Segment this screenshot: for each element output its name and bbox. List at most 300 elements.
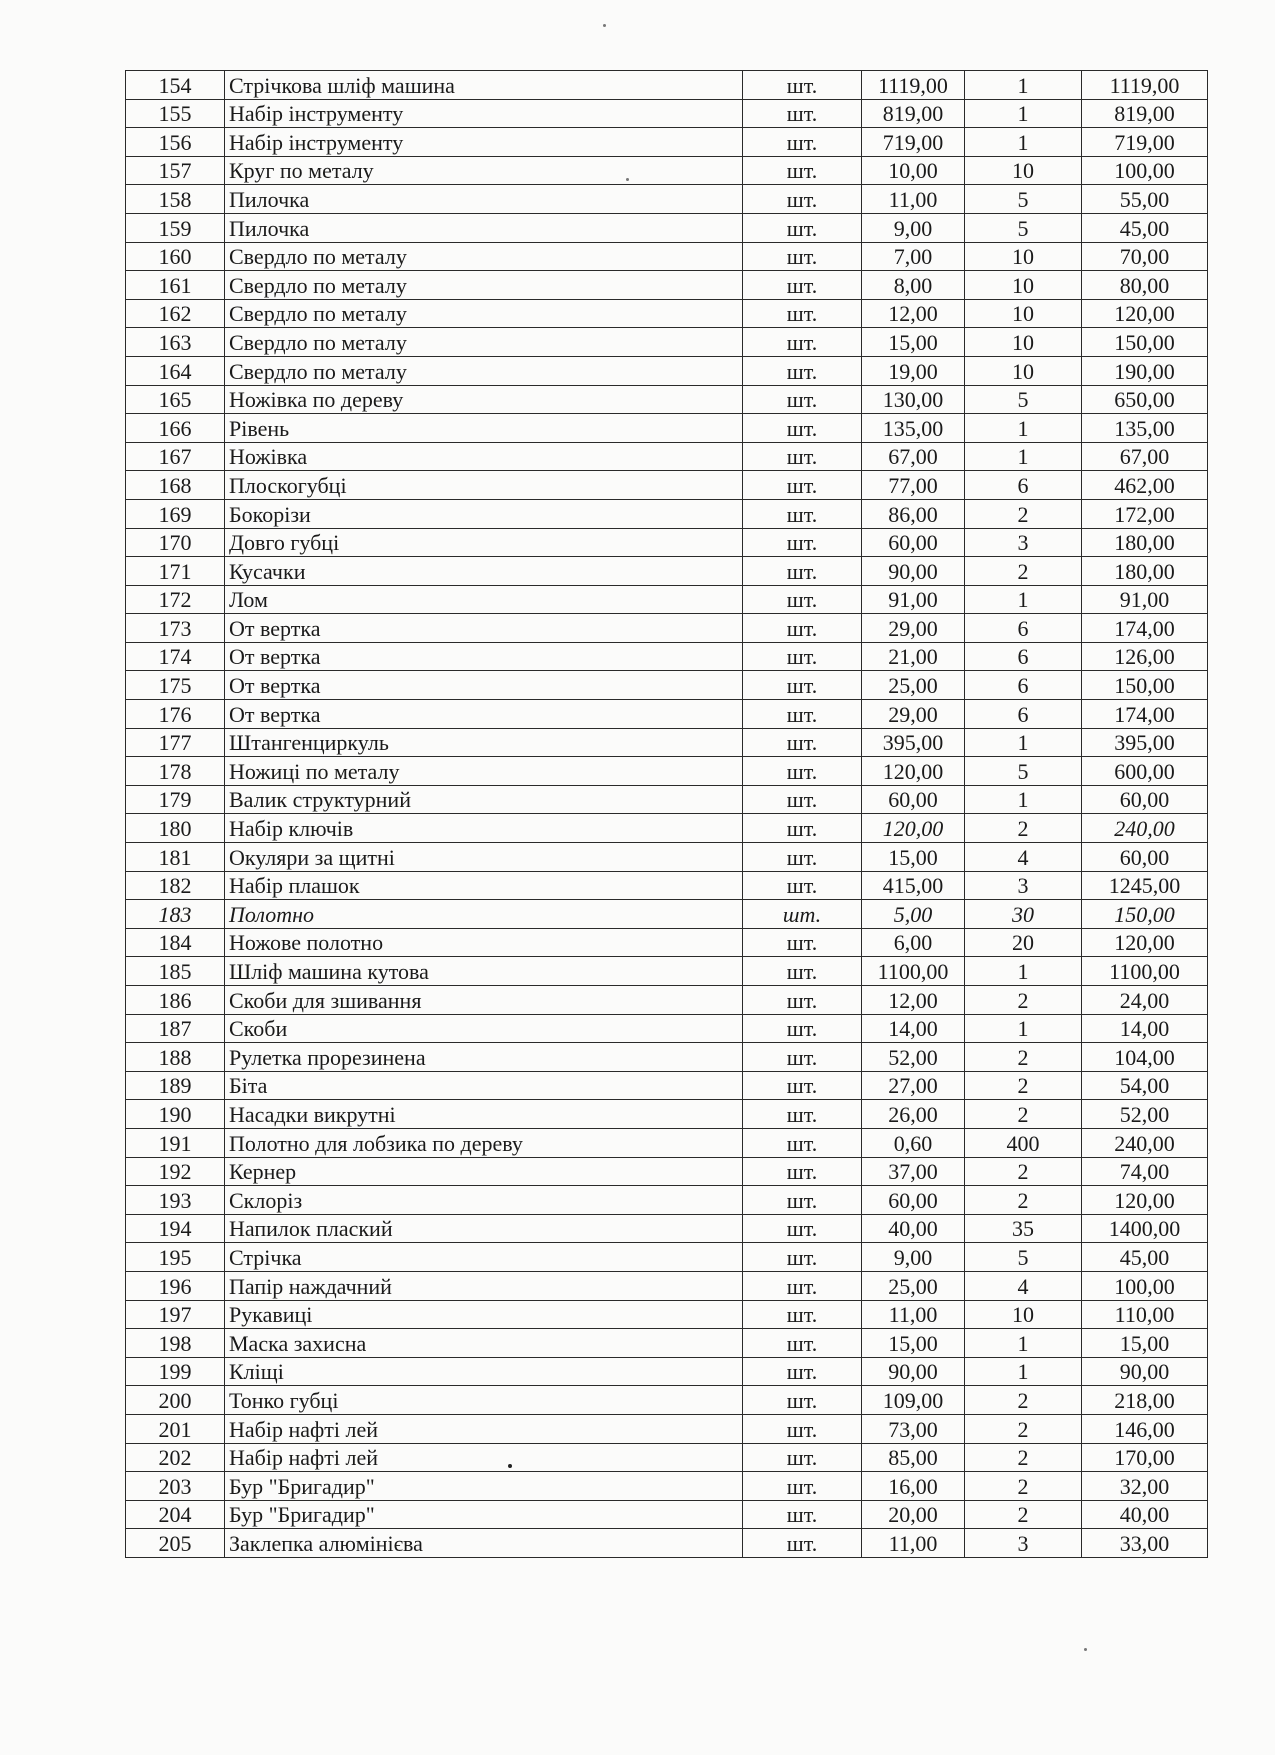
unit-cell: шт. (743, 1271, 862, 1300)
item-name-cell: Рівень (225, 414, 743, 443)
item-name-cell: Свердло по металу (225, 299, 743, 328)
price-cell: 21,00 (862, 642, 965, 671)
table-row (126, 814, 1208, 843)
unit-cell: шт. (743, 871, 862, 900)
item-name-cell: Пилочка (225, 213, 743, 242)
item-name-cell: Скоби для зшивання (225, 986, 743, 1015)
unit-cell: шт. (743, 499, 862, 528)
unit-cell: шт. (743, 1214, 862, 1243)
table-row (126, 242, 1208, 271)
price-cell: 395,00 (862, 728, 965, 757)
unit-cell: шт. (743, 442, 862, 471)
scan-speck (603, 24, 606, 27)
table-row (126, 1100, 1208, 1129)
quantity-cell: 10 (965, 242, 1082, 271)
total-cell: 24,00 (1082, 986, 1208, 1015)
unit-cell: шт. (743, 1128, 862, 1157)
table-row (126, 900, 1208, 929)
price-cell: 86,00 (862, 499, 965, 528)
table-row (126, 1500, 1208, 1529)
price-cell: 415,00 (862, 871, 965, 900)
price-cell: 20,00 (862, 1500, 965, 1529)
quantity-cell: 5 (965, 385, 1082, 414)
unit-cell: шт. (743, 1300, 862, 1329)
item-name-cell: Кернер (225, 1157, 743, 1186)
total-cell: 60,00 (1082, 843, 1208, 872)
price-cell: 25,00 (862, 1271, 965, 1300)
table-row (126, 1386, 1208, 1415)
item-name-cell: Ножове полотно (225, 928, 743, 957)
row-number-cell: 186 (126, 986, 225, 1015)
total-cell: 100,00 (1082, 156, 1208, 185)
quantity-cell: 2 (965, 1414, 1082, 1443)
quantity-cell: 2 (965, 986, 1082, 1015)
item-name-cell: Свердло по металу (225, 328, 743, 357)
row-number-cell: 160 (126, 242, 225, 271)
price-cell: 12,00 (862, 299, 965, 328)
price-cell: 130,00 (862, 385, 965, 414)
table-row (126, 728, 1208, 757)
row-number-cell: 155 (126, 99, 225, 128)
item-name-cell: Біта (225, 1071, 743, 1100)
quantity-cell: 2 (965, 499, 1082, 528)
price-cell: 60,00 (862, 785, 965, 814)
quantity-cell: 3 (965, 871, 1082, 900)
price-cell: 0,60 (862, 1128, 965, 1157)
table-row (126, 328, 1208, 357)
table-row (126, 1157, 1208, 1186)
item-name-cell: От вертка (225, 642, 743, 671)
unit-cell: шт. (743, 585, 862, 614)
price-cell: 15,00 (862, 843, 965, 872)
item-name-cell: Рулетка прорезинена (225, 1043, 743, 1072)
price-cell: 91,00 (862, 585, 965, 614)
unit-cell: шт. (743, 1071, 862, 1100)
quantity-cell: 4 (965, 843, 1082, 872)
row-number-cell: 161 (126, 271, 225, 300)
row-number-cell: 177 (126, 728, 225, 757)
table-row (126, 385, 1208, 414)
item-name-cell: Свердло по металу (225, 356, 743, 385)
quantity-cell: 1 (965, 1014, 1082, 1043)
row-number-cell: 187 (126, 1014, 225, 1043)
table-row (126, 700, 1208, 729)
quantity-cell: 1 (965, 128, 1082, 157)
quantity-cell: 4 (965, 1271, 1082, 1300)
table-row (126, 442, 1208, 471)
item-name-cell: Полотно для лобзика по дереву (225, 1128, 743, 1157)
item-name-cell: Окуляри за щитні (225, 843, 743, 872)
table-row (126, 757, 1208, 786)
unit-cell: шт. (743, 1472, 862, 1501)
price-cell: 6,00 (862, 928, 965, 957)
unit-cell: шт. (743, 928, 862, 957)
table-row (126, 1443, 1208, 1472)
total-cell: 150,00 (1082, 328, 1208, 357)
unit-cell: шт. (743, 814, 862, 843)
table-row (126, 585, 1208, 614)
total-cell: 1119,00 (1082, 71, 1208, 100)
table-row (126, 528, 1208, 557)
price-cell: 5,00 (862, 900, 965, 929)
item-name-cell: Свердло по металу (225, 271, 743, 300)
unit-cell: шт. (743, 900, 862, 929)
row-number-cell: 159 (126, 213, 225, 242)
total-cell: 395,00 (1082, 728, 1208, 757)
unit-cell: шт. (743, 1157, 862, 1186)
table-row (126, 1186, 1208, 1215)
total-cell: 600,00 (1082, 757, 1208, 786)
quantity-cell: 2 (965, 1100, 1082, 1129)
table-row (126, 71, 1208, 100)
row-number-cell: 168 (126, 471, 225, 500)
row-number-cell: 171 (126, 557, 225, 586)
unit-cell: шт. (743, 957, 862, 986)
row-number-cell: 196 (126, 1271, 225, 1300)
table-row (126, 843, 1208, 872)
row-number-cell: 174 (126, 642, 225, 671)
quantity-cell: 1 (965, 442, 1082, 471)
item-name-cell: Папір наждачний (225, 1271, 743, 1300)
row-number-cell: 204 (126, 1500, 225, 1529)
item-name-cell: Полотно (225, 900, 743, 929)
item-name-cell: От вертка (225, 700, 743, 729)
price-cell: 52,00 (862, 1043, 965, 1072)
unit-cell: шт. (743, 671, 862, 700)
total-cell: 174,00 (1082, 614, 1208, 643)
quantity-cell: 3 (965, 528, 1082, 557)
price-cell: 90,00 (862, 557, 965, 586)
unit-cell: шт. (743, 385, 862, 414)
quantity-cell: 1 (965, 957, 1082, 986)
table-row (126, 156, 1208, 185)
table-row (126, 671, 1208, 700)
total-cell: 32,00 (1082, 1472, 1208, 1501)
price-cell: 120,00 (862, 814, 965, 843)
total-cell: 120,00 (1082, 299, 1208, 328)
row-number-cell: 183 (126, 900, 225, 929)
quantity-cell: 30 (965, 900, 1082, 929)
row-number-cell: 179 (126, 785, 225, 814)
item-name-cell: Насадки викрутні (225, 1100, 743, 1129)
total-cell: 180,00 (1082, 557, 1208, 586)
item-name-cell: Кусачки (225, 557, 743, 586)
total-cell: 180,00 (1082, 528, 1208, 557)
table-row (126, 185, 1208, 214)
item-name-cell: Набір нафті лей (225, 1414, 743, 1443)
item-name-cell: Бокорізи (225, 499, 743, 528)
unit-cell: шт. (743, 156, 862, 185)
quantity-cell: 2 (965, 557, 1082, 586)
unit-cell: шт. (743, 1414, 862, 1443)
item-name-cell: Ножиці по металу (225, 757, 743, 786)
quantity-cell: 6 (965, 700, 1082, 729)
row-number-cell: 167 (126, 442, 225, 471)
row-number-cell: 199 (126, 1357, 225, 1386)
table-row (126, 99, 1208, 128)
item-name-cell: Ножівка (225, 442, 743, 471)
row-number-cell: 180 (126, 814, 225, 843)
quantity-cell: 10 (965, 1300, 1082, 1329)
price-cell: 819,00 (862, 99, 965, 128)
item-name-cell: Довго губці (225, 528, 743, 557)
quantity-cell: 2 (965, 1443, 1082, 1472)
row-number-cell: 205 (126, 1529, 225, 1558)
price-cell: 15,00 (862, 328, 965, 357)
total-cell: 52,00 (1082, 1100, 1208, 1129)
unit-cell: шт. (743, 1329, 862, 1358)
item-name-cell: Набір інструменту (225, 99, 743, 128)
item-name-cell: Заклепка алюмінієва (225, 1529, 743, 1558)
total-cell: 15,00 (1082, 1329, 1208, 1358)
scan-speck (1084, 1648, 1087, 1651)
unit-cell: шт. (743, 728, 862, 757)
quantity-cell: 5 (965, 1243, 1082, 1272)
total-cell: 1400,00 (1082, 1214, 1208, 1243)
row-number-cell: 191 (126, 1128, 225, 1157)
price-cell: 9,00 (862, 213, 965, 242)
row-number-cell: 192 (126, 1157, 225, 1186)
price-cell: 73,00 (862, 1414, 965, 1443)
unit-cell: шт. (743, 271, 862, 300)
unit-cell: шт. (743, 356, 862, 385)
total-cell: 150,00 (1082, 900, 1208, 929)
total-cell: 650,00 (1082, 385, 1208, 414)
total-cell: 135,00 (1082, 414, 1208, 443)
price-cell: 27,00 (862, 1071, 965, 1100)
table-row (126, 1014, 1208, 1043)
price-cell: 85,00 (862, 1443, 965, 1472)
price-cell: 9,00 (862, 1243, 965, 1272)
unit-cell: шт. (743, 785, 862, 814)
quantity-cell: 20 (965, 928, 1082, 957)
scan-speck (626, 178, 629, 181)
unit-cell: шт. (743, 557, 862, 586)
table-row (126, 356, 1208, 385)
price-cell: 10,00 (862, 156, 965, 185)
price-cell: 67,00 (862, 442, 965, 471)
price-cell: 109,00 (862, 1386, 965, 1415)
unit-cell: шт. (743, 1100, 862, 1129)
quantity-cell: 10 (965, 271, 1082, 300)
item-name-cell: Напилок плаский (225, 1214, 743, 1243)
total-cell: 40,00 (1082, 1500, 1208, 1529)
quantity-cell: 10 (965, 328, 1082, 357)
table-row (126, 1214, 1208, 1243)
item-name-cell: Бур "Бригадир" (225, 1500, 743, 1529)
table-row (126, 271, 1208, 300)
item-name-cell: Рукавиці (225, 1300, 743, 1329)
total-cell: 120,00 (1082, 928, 1208, 957)
quantity-cell: 2 (965, 814, 1082, 843)
total-cell: 45,00 (1082, 213, 1208, 242)
price-cell: 1119,00 (862, 71, 965, 100)
quantity-cell: 5 (965, 213, 1082, 242)
table-row (126, 471, 1208, 500)
unit-cell: шт. (743, 700, 862, 729)
quantity-cell: 2 (965, 1386, 1082, 1415)
item-name-cell: Склоріз (225, 1186, 743, 1215)
total-cell: 146,00 (1082, 1414, 1208, 1443)
unit-cell: шт. (743, 414, 862, 443)
table-row (126, 871, 1208, 900)
unit-cell: шт. (743, 99, 862, 128)
table-row (126, 128, 1208, 157)
row-number-cell: 188 (126, 1043, 225, 1072)
table-row (126, 1414, 1208, 1443)
quantity-cell: 2 (965, 1500, 1082, 1529)
item-name-cell: Круг по металу (225, 156, 743, 185)
unit-cell: шт. (743, 213, 862, 242)
item-name-cell: Штангенциркуль (225, 728, 743, 757)
table-row (126, 785, 1208, 814)
item-name-cell: Бур "Бригадир" (225, 1472, 743, 1501)
unit-cell: шт. (743, 242, 862, 271)
quantity-cell: 1 (965, 1329, 1082, 1358)
total-cell: 240,00 (1082, 814, 1208, 843)
unit-cell: шт. (743, 71, 862, 100)
row-number-cell: 154 (126, 71, 225, 100)
table-row (126, 557, 1208, 586)
quantity-cell: 35 (965, 1214, 1082, 1243)
quantity-cell: 6 (965, 671, 1082, 700)
row-number-cell: 198 (126, 1329, 225, 1358)
quantity-cell: 1 (965, 728, 1082, 757)
row-number-cell: 172 (126, 585, 225, 614)
row-number-cell: 163 (126, 328, 225, 357)
unit-cell: шт. (743, 1443, 862, 1472)
quantity-cell: 1 (965, 785, 1082, 814)
unit-cell: шт. (743, 185, 862, 214)
price-cell: 120,00 (862, 757, 965, 786)
total-cell: 819,00 (1082, 99, 1208, 128)
quantity-cell: 6 (965, 614, 1082, 643)
quantity-cell: 10 (965, 356, 1082, 385)
item-name-cell: Плоскогубці (225, 471, 743, 500)
row-number-cell: 169 (126, 499, 225, 528)
quantity-cell: 10 (965, 156, 1082, 185)
row-number-cell: 203 (126, 1472, 225, 1501)
item-name-cell: Кліщі (225, 1357, 743, 1386)
total-cell: 60,00 (1082, 785, 1208, 814)
item-name-cell: Стрічка (225, 1243, 743, 1272)
row-number-cell: 202 (126, 1443, 225, 1472)
unit-cell: шт. (743, 528, 862, 557)
table-row (126, 1043, 1208, 1072)
price-cell: 40,00 (862, 1214, 965, 1243)
unit-cell: шт. (743, 1186, 862, 1215)
row-number-cell: 175 (126, 671, 225, 700)
unit-cell: шт. (743, 1529, 862, 1558)
price-cell: 77,00 (862, 471, 965, 500)
table-row (126, 299, 1208, 328)
total-cell: 126,00 (1082, 642, 1208, 671)
unit-cell: шт. (743, 642, 862, 671)
price-cell: 60,00 (862, 1186, 965, 1215)
total-cell: 240,00 (1082, 1128, 1208, 1157)
quantity-cell: 6 (965, 642, 1082, 671)
row-number-cell: 190 (126, 1100, 225, 1129)
price-cell: 7,00 (862, 242, 965, 271)
item-name-cell: Набір інструменту (225, 128, 743, 157)
price-cell: 11,00 (862, 185, 965, 214)
item-name-cell: Ножівка по дереву (225, 385, 743, 414)
quantity-cell: 2 (965, 1157, 1082, 1186)
row-number-cell: 193 (126, 1186, 225, 1215)
scan-speck (508, 1464, 512, 1468)
price-cell: 19,00 (862, 356, 965, 385)
total-cell: 174,00 (1082, 700, 1208, 729)
quantity-cell: 2 (965, 1043, 1082, 1072)
total-cell: 104,00 (1082, 1043, 1208, 1072)
table-row (126, 1300, 1208, 1329)
total-cell: 70,00 (1082, 242, 1208, 271)
total-cell: 80,00 (1082, 271, 1208, 300)
table-row (126, 499, 1208, 528)
item-name-cell: Шліф машина кутова (225, 957, 743, 986)
total-cell: 100,00 (1082, 1271, 1208, 1300)
total-cell: 190,00 (1082, 356, 1208, 385)
quantity-cell: 5 (965, 185, 1082, 214)
item-name-cell: От вертка (225, 614, 743, 643)
total-cell: 719,00 (1082, 128, 1208, 157)
item-name-cell: Лом (225, 585, 743, 614)
row-number-cell: 182 (126, 871, 225, 900)
table-row (126, 1271, 1208, 1300)
unit-cell: шт. (743, 757, 862, 786)
unit-cell: шт. (743, 614, 862, 643)
price-cell: 26,00 (862, 1100, 965, 1129)
price-cell: 8,00 (862, 271, 965, 300)
table-row (126, 414, 1208, 443)
quantity-cell: 3 (965, 1529, 1082, 1558)
total-cell: 120,00 (1082, 1186, 1208, 1215)
total-cell: 91,00 (1082, 585, 1208, 614)
table-row (126, 957, 1208, 986)
quantity-cell: 2 (965, 1071, 1082, 1100)
unit-cell: шт. (743, 986, 862, 1015)
quantity-cell: 1 (965, 414, 1082, 443)
unit-cell: шт. (743, 299, 862, 328)
row-number-cell: 156 (126, 128, 225, 157)
total-cell: 55,00 (1082, 185, 1208, 214)
item-name-cell: Свердло по металу (225, 242, 743, 271)
total-cell: 74,00 (1082, 1157, 1208, 1186)
quantity-cell: 1 (965, 1357, 1082, 1386)
item-name-cell: Набір нафті лей (225, 1443, 743, 1472)
row-number-cell: 197 (126, 1300, 225, 1329)
total-cell: 67,00 (1082, 442, 1208, 471)
row-number-cell: 178 (126, 757, 225, 786)
quantity-cell: 2 (965, 1186, 1082, 1215)
table-row (126, 1472, 1208, 1501)
table-row (126, 1128, 1208, 1157)
item-name-cell: Набір ключів (225, 814, 743, 843)
inventory-table-body (126, 71, 1208, 1558)
item-name-cell: Скоби (225, 1014, 743, 1043)
total-cell: 170,00 (1082, 1443, 1208, 1472)
price-cell: 90,00 (862, 1357, 965, 1386)
total-cell: 462,00 (1082, 471, 1208, 500)
price-cell: 11,00 (862, 1529, 965, 1558)
unit-cell: шт. (743, 128, 862, 157)
price-cell: 11,00 (862, 1300, 965, 1329)
item-name-cell: Валик структурний (225, 785, 743, 814)
item-name-cell: Тонко губці (225, 1386, 743, 1415)
quantity-cell: 2 (965, 1472, 1082, 1501)
total-cell: 33,00 (1082, 1529, 1208, 1558)
row-number-cell: 164 (126, 356, 225, 385)
